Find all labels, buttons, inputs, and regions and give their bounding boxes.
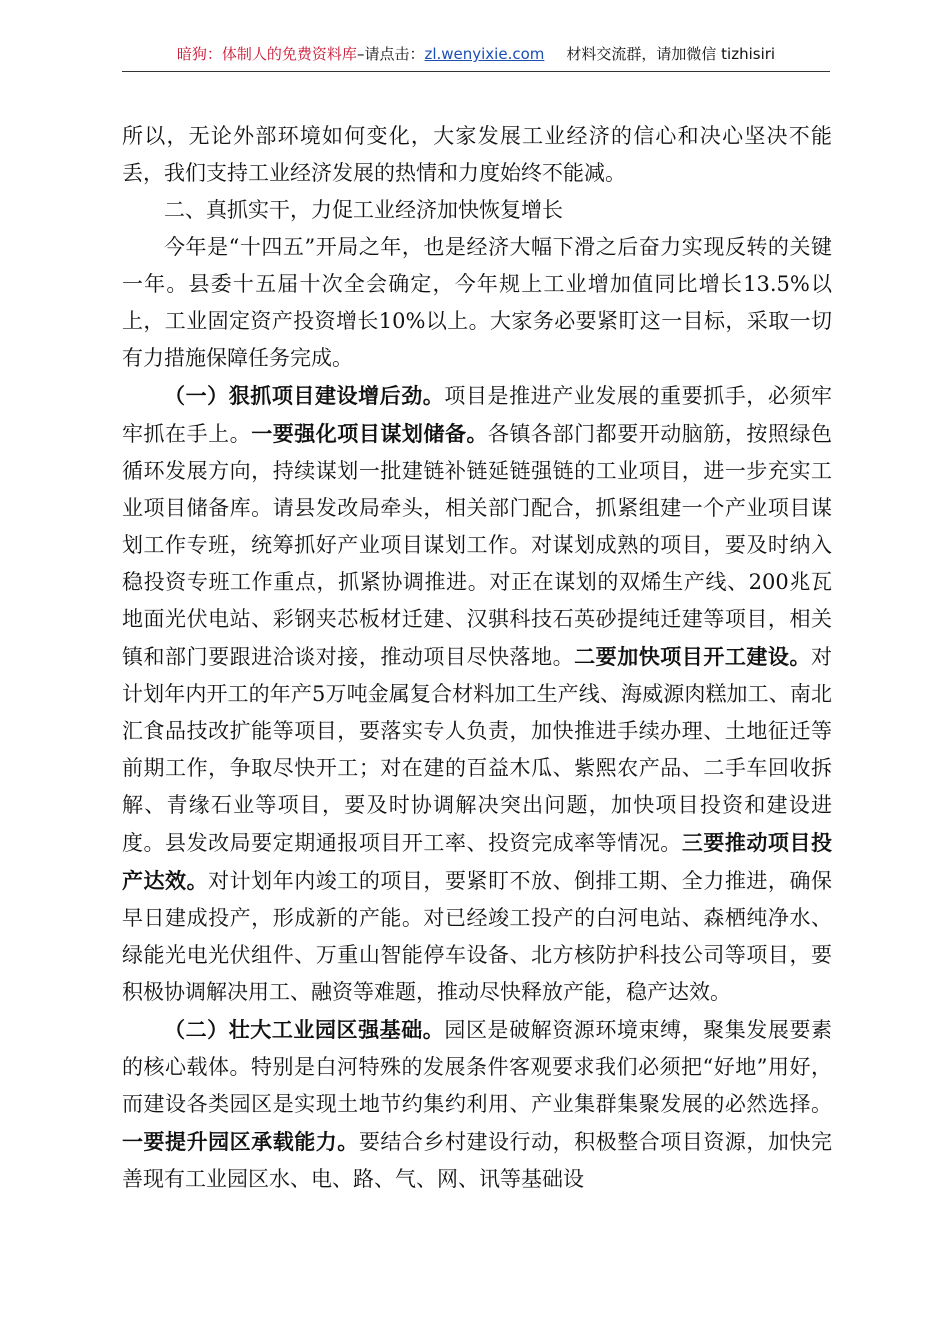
- paragraph-heading-run: 一要提升园区承载能力。: [122, 1129, 359, 1154]
- paragraph-text-run: 今年是“十四五”开局之年，也是经济大幅下滑之后奋力实现反转的关键一年。县委十五届十次全会确定，今年规上工业增加值同比增长13.5%以上，工业固定资产投资增长10%以上。大家务必要紧盯这一目标，采取一切有力措施保障任务完成。: [122, 235, 832, 370]
- paragraph-text-run: 二、真抓实干，力促工业经济加快恢复增长: [164, 198, 563, 222]
- paragraph: [122, 377, 832, 1011]
- paragraph-text-run: 要结合乡村建设行动，积极整合项目资源，加快完善现有工业园区水、电、路、气、网、讯等基础设: [122, 1130, 832, 1191]
- header-link[interactable]: zl.wenyixie.com: [424, 45, 545, 63]
- paragraph-text-run: 各镇各部门都要开动脑筋，按照绿色循环发展方向，持续谋划一批建链补链延链强链的工业项目，进一步充实工业项目储备库。请县发改局牵头，相关部门配合，抓紧组建一个产业项目谋划工作专班，统筹抓好产业项目谋划工作。对谋划成熟的项目，要及时纳入稳投资专班工作重点，抓紧协调推进。对正在谋划的双烯生产线、200兆瓦地面光伏电站、彩钢夹芯板材迁建、汉骐科技石英砂提纯迁建等项目，相关镇和部门要跟进洽谈对接，推动项目尽快落地。: [122, 422, 832, 669]
- paragraph: [122, 192, 832, 229]
- paragraph-text-run: 园区是破解资源环境束缚，聚集发展要素的核心载体。特别是白河特殊的发展条件客观要求我们必须把“好地”用好，而建设各类园区是实现土地节约集约利用、产业集群集聚发展的必然选择。: [122, 1018, 833, 1116]
- paragraph-text-run: 对计划年内开工的年产5万吨金属复合材料加工生产线、海威源肉糕加工、南北汇食品技改扩能等项目，要落实专人负责，加快推进手续办理、土地征迁等前期工作，争取尽快开工；对在建的百益木瓜、紫熙农产品、二手车回收拆解、青缘石业等项目，要及时协调解决突出问题，加快项目投资和建设进度。县发改局要定期通报项目开工率、投资完成率等情况。: [122, 645, 832, 855]
- paragraph-heading-run: 二要加快项目开工建设。: [574, 644, 811, 669]
- paragraph-heading-run: （二）壮大工业园区强基础。: [164, 1017, 445, 1042]
- header-wechat-note: 材料交流群，请加微信 tizhisiri: [566, 45, 776, 63]
- paragraph-text-run: 所以，无论外部环境如何变化，大家发展工业经济的信心和决心坚决不能丢，我们支持工业经济发展的热情和力度始终不能减。: [122, 124, 832, 185]
- paragraph-text-run: 项目是推进产业发展的重要抓手，必须牢牢抓在手上。: [122, 384, 833, 446]
- header-site-name: 暗狗：体制人的免费资料库: [176, 45, 357, 63]
- paragraph: [122, 229, 832, 377]
- document-body: [122, 118, 832, 1198]
- paragraph-heading-run: （一）狠抓项目建设增后劲。: [164, 383, 445, 408]
- paragraph-heading-run: 三要推动项目投产达效。: [122, 830, 832, 893]
- paragraph-text-run: 对计划年内竣工的项目，要紧盯不放、倒排工期、全力推进，确保早日建成投产，形成新的产能。对已经竣工投产的白河电站、森栖纯净水、绿能光电光伏组件、万重山智能停车设备、北方核防护科技公司等项目，要积极协调解决用工、融资等难题，推动尽快释放产能，稳产达效。: [122, 869, 832, 1004]
- page-header: [122, 36, 830, 72]
- paragraph-heading-run: 一要强化项目谋划储备。: [251, 421, 489, 446]
- paragraph: [122, 118, 832, 192]
- header-click-prompt: –请点击：: [356, 45, 425, 63]
- paragraph: [122, 1011, 832, 1198]
- header-divider: [122, 71, 830, 72]
